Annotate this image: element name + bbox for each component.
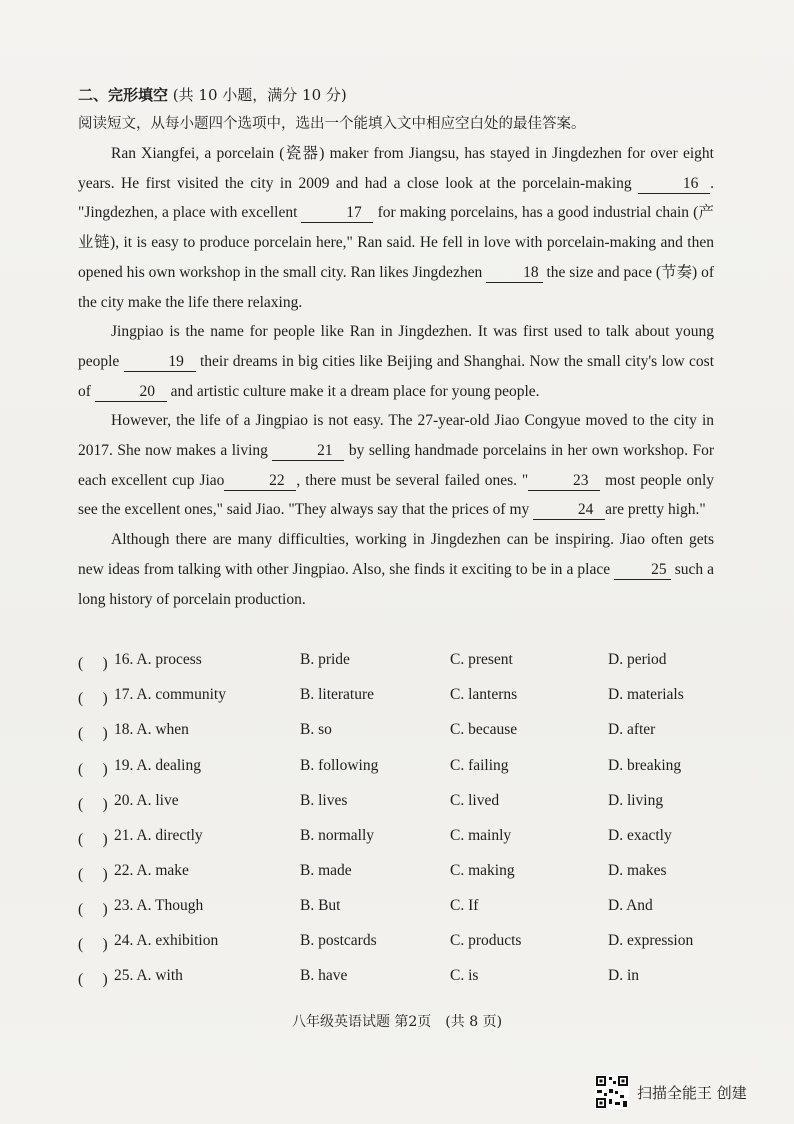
paragraph-2: Jingpiao is the name for people like Ran in Jingdezhen. It was first used to talk about young people 19 their dreams in big cities like Beijing and Shanghai. Now the small city's low cost of 20 and artistic culture make it a dream place for young people. [78,323,715,400]
blank-20[interactable]: 20 [95,383,167,402]
option-c[interactable]: C. If [450,897,479,914]
option-c[interactable]: C. mainly [450,827,512,844]
answer-paren[interactable]: ( ) [78,971,108,988]
blank-18[interactable]: 18 [486,264,543,283]
paragraph-3: However, the life of a Jingpiao is not easy. The 27-year-old Jiao Congyue moved to the city in 2017. She now makes a living 21 by selling handmade porcelains in her own workshop. For each excellent cup Jiao 22 , there must be several failed ones. " 23 most people only see the excellent ones," said Jiao. "They always say that the prices of my 24 are pretty high." [78,412,715,519]
watermark-text: 扫描全能王 创建 [637,1083,747,1102]
option-row [78,686,718,710]
option-d[interactable]: D. breaking [608,757,682,774]
section-info: (共 10 小题，满分 10 分) [172,86,347,104]
option-d[interactable]: D. materials [608,686,684,703]
option-d[interactable]: D. exactly [608,827,672,844]
option-d[interactable]: D. And [608,897,653,914]
option-c[interactable]: C. present [450,651,513,668]
option-b[interactable]: B. literature [300,686,375,703]
option-a[interactable]: 16. A. process [114,651,202,668]
option-a[interactable]: 19. A. dealing [114,757,201,774]
option-b[interactable]: B. following [300,757,379,774]
option-d[interactable]: D. living [608,792,664,809]
blank-23[interactable]: 23 [528,472,600,491]
option-b[interactable]: B. lives [300,792,348,809]
paragraph-4: Although there are many difficulties, working in Jingdezhen can be inspiring. Jiao often gets new ideas from talking with other Jingpiao. Also, she finds it exciting to be in a place 25 such a long history of porcelain production. [78,531,715,608]
blank-19[interactable]: 19 [124,353,196,372]
option-a[interactable]: 17. A. community [114,686,226,703]
option-b[interactable]: B. made [300,862,352,879]
option-a[interactable]: 25. A. with [114,967,183,984]
option-b[interactable]: B. pride [300,651,350,668]
option-row [78,897,718,921]
option-row [78,651,718,675]
passage [78,139,714,614]
option-row [78,827,718,851]
answer-paren[interactable]: ( ) [78,831,108,848]
answer-paren[interactable]: ( ) [78,866,108,883]
answer-paren[interactable]: ( ) [78,761,108,778]
option-a[interactable]: 21. A. directly [114,827,203,844]
option-row [78,757,718,781]
option-a[interactable]: 23. A. Though [114,897,204,914]
option-d[interactable]: D. makes [608,862,667,879]
option-d[interactable]: D. expression [608,932,694,949]
section-heading [78,85,347,105]
option-row [78,721,718,745]
option-c[interactable]: C. failing [450,757,509,774]
answer-paren[interactable]: ( ) [78,725,108,742]
option-b[interactable]: B. have [300,967,348,984]
blank-25[interactable]: 25 [614,561,671,580]
option-b[interactable]: B. But [300,897,341,914]
answer-paren[interactable]: ( ) [78,796,108,813]
answer-paren[interactable]: ( ) [78,655,108,672]
option-a[interactable]: 20. A. live [114,792,179,809]
paragraph-1: Ran Xiangfei, a porcelain (瓷器) maker from Jiangsu, has stayed in Jingdezhen for over eight years. He first visited the city in 2009 and had a close look at the porcelain-making 16 . "Jingdezhen, a place with excellent 17 for making porcelains, has a good industrial chain (产业链), it is easy to produce porcelain here," Ran said. He fell in love with porcelain-making and then opened his own workshop in the small city. Ran likes Jingdezhen 18 the size and pace (节奏) of the city make the life there relaxing. [78,145,714,311]
option-c[interactable]: C. is [450,967,479,984]
option-c[interactable]: C. because [450,721,518,738]
option-b[interactable]: B. normally [300,827,375,844]
instructions: 阅读短文，从每小题四个选项中，选出一个能填入文中相应空白处的最佳答案。 [78,116,586,132]
option-c[interactable]: C. lanterns [450,686,518,703]
option-d[interactable]: D. period [608,651,667,668]
blank-22[interactable]: 22 [224,472,296,491]
option-c[interactable]: C. lived [450,792,500,809]
option-row [78,932,718,956]
page-footer: 八年级英语试题 第2页 (共 8 页) [291,1014,503,1030]
option-a[interactable]: 24. A. exhibition [114,932,219,949]
option-row [78,792,718,816]
qr-code-icon [595,1075,629,1109]
blank-24[interactable]: 24 [533,501,605,520]
blank-17[interactable]: 17 [301,204,373,223]
answer-paren[interactable]: ( ) [78,936,108,953]
answer-paren[interactable]: ( ) [78,690,108,707]
blank-16[interactable]: 16 [638,175,710,194]
option-row [78,967,718,991]
option-c[interactable]: C. products [450,932,522,949]
option-d[interactable]: D. in [608,967,639,984]
scanner-watermark [595,1075,747,1109]
option-b[interactable]: B. so [300,721,332,738]
option-a[interactable]: 22. A. make [114,862,189,879]
section-title: 二、完形填空 [78,86,169,104]
option-d[interactable]: D. after [608,721,656,738]
answer-paren[interactable]: ( ) [78,901,108,918]
blank-21[interactable]: 21 [272,442,344,461]
option-row [78,862,718,886]
option-c[interactable]: C. making [450,862,515,879]
option-a[interactable]: 18. A. when [114,721,189,738]
option-b[interactable]: B. postcards [300,932,377,949]
